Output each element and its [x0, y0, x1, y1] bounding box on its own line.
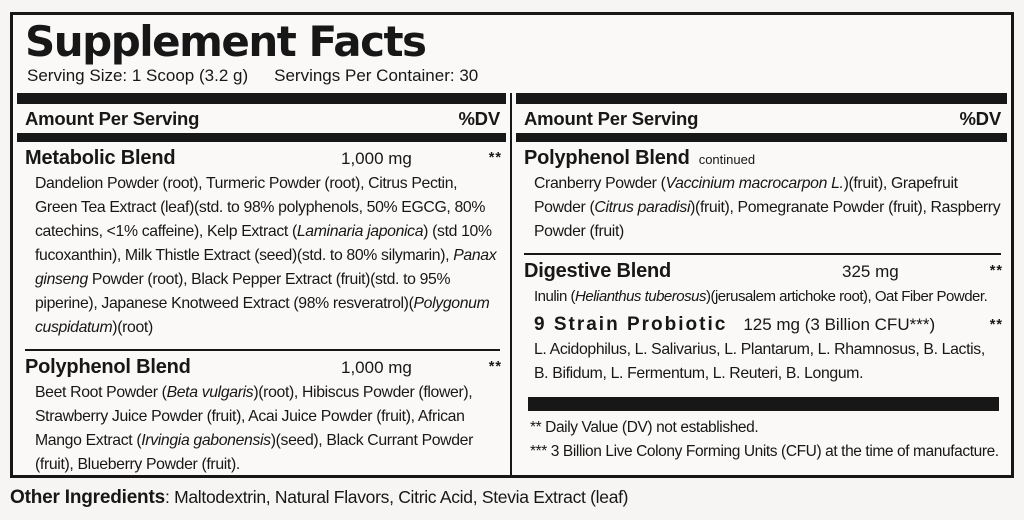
footnote-dv: ** Daily Value (DV) not established.	[530, 419, 759, 437]
digestive-blend-dv: **	[989, 263, 1003, 280]
other-ingredients-value: : Maltodextrin, Natural Flavors, Citric Acid, Stevia Extract (leaf)	[164, 487, 629, 507]
supplement-facts-panel	[10, 12, 1014, 478]
mid-divider-bar	[17, 133, 506, 142]
probiotic-dv: **	[989, 317, 1003, 334]
footnote-cfu: *** 3 Billion Live Colony Forming Units (CFU) at the time of manufacture.	[530, 443, 999, 461]
digestive-blend-name: Digestive Blend	[524, 260, 672, 283]
other-ingredients-label: Other Ingredients	[10, 487, 165, 508]
mid-divider-bar	[516, 133, 1007, 142]
left-column	[13, 93, 512, 475]
polyphenol-continued-ingredients: Cranberry Powder (Vaccinium macrocarpon L.)(fruit), Grapefruit Powder (Citrus paradisi)(fruit), Pomegranate Powder (fruit), Raspberry Powder (fruit)	[534, 175, 1001, 241]
footnote-divider-bar	[528, 397, 999, 411]
polyphenol-continued-row	[524, 142, 1003, 170]
amount-per-serving-header: Amount Per Serving	[25, 108, 200, 130]
left-column-body	[13, 142, 510, 478]
polyphenol-blend-name: Polyphenol Blend	[25, 356, 191, 379]
polyphenol-continued-name: Polyphenol Blend	[524, 147, 690, 170]
serving-size-text: Serving Size: 1 Scoop (3.2 g)	[27, 66, 249, 86]
digestive-blend-row	[524, 255, 1003, 283]
digestive-blend-ingredients: Inulin (Helianthus tuberosus)(jerusalem artichoke root), Oat Fiber Powder.	[534, 288, 988, 306]
left-column-header	[13, 104, 510, 133]
dv-header: %DV	[458, 108, 500, 130]
serving-info	[27, 66, 1011, 86]
probiotic-name: 9 Strain Probiotic	[534, 314, 728, 336]
probiotic-row	[524, 313, 1003, 336]
panel-title: Supplement Facts	[25, 17, 426, 66]
other-ingredients-row	[10, 487, 628, 509]
continued-label: continued	[698, 152, 756, 168]
polyphenol-blend-row	[25, 351, 502, 379]
digestive-blend-amount: 325 mg	[842, 262, 899, 282]
right-column	[512, 93, 1011, 475]
dv-header: %DV	[959, 108, 1001, 130]
polyphenol-blend-amount: 1,000 mg	[341, 358, 412, 378]
facts-columns	[13, 93, 1011, 475]
metabolic-blend-name: Metabolic Blend	[25, 147, 176, 170]
metabolic-blend-row	[25, 142, 502, 170]
probiotic-amount: 125 mg (3 Billion CFU***)	[743, 315, 936, 335]
right-column-body	[512, 142, 1011, 475]
servings-per-container-text: Servings Per Container: 30	[274, 66, 479, 86]
probiotic-strains: L. Acidophilus, L. Salivarius, L. Plantarum, L. Rhamnosus, B. Lactis, B. Bifidum, L. Fermentum, L. Reuteri, B. Longum.	[534, 341, 985, 383]
right-column-header	[512, 104, 1011, 133]
metabolic-blend-ingredients: Dandelion Powder (root), Turmeric Powder (root), Citrus Pectin, Green Tea Extract (leaf)(std. to 98% polyphenols, 50% EGCG, 80% catechins, <1% caffeine), Kelp Extract (Laminaria japonica) (std 10% fucoxanthin), Milk Thistle Extract (seed)(std. to 80% silymarin), Panax ginseng Powder (root), Black Pepper Extract (fruit)(std. to 95% piperine), Japanese Knotweed Extract (98% resveratrol)(Polygonum cuspidatum)(root)	[35, 175, 497, 337]
metabolic-blend-amount: 1,000 mg	[341, 149, 412, 169]
thick-divider-bar	[17, 93, 506, 104]
metabolic-blend-dv: **	[488, 150, 502, 167]
polyphenol-blend-ingredients: Beet Root Powder (Beta vulgaris)(root), Hibiscus Powder (flower), Strawberry Juice Powder (fruit), Acai Juice Powder (fruit), African Mango Extract (Irvingia gabonensis)(seed), Black Currant Powder (fruit), Blueberry Powder (fruit).	[35, 384, 474, 474]
polyphenol-blend-dv: **	[488, 359, 502, 376]
thick-divider-bar	[516, 93, 1007, 104]
amount-per-serving-header: Amount Per Serving	[524, 108, 699, 130]
